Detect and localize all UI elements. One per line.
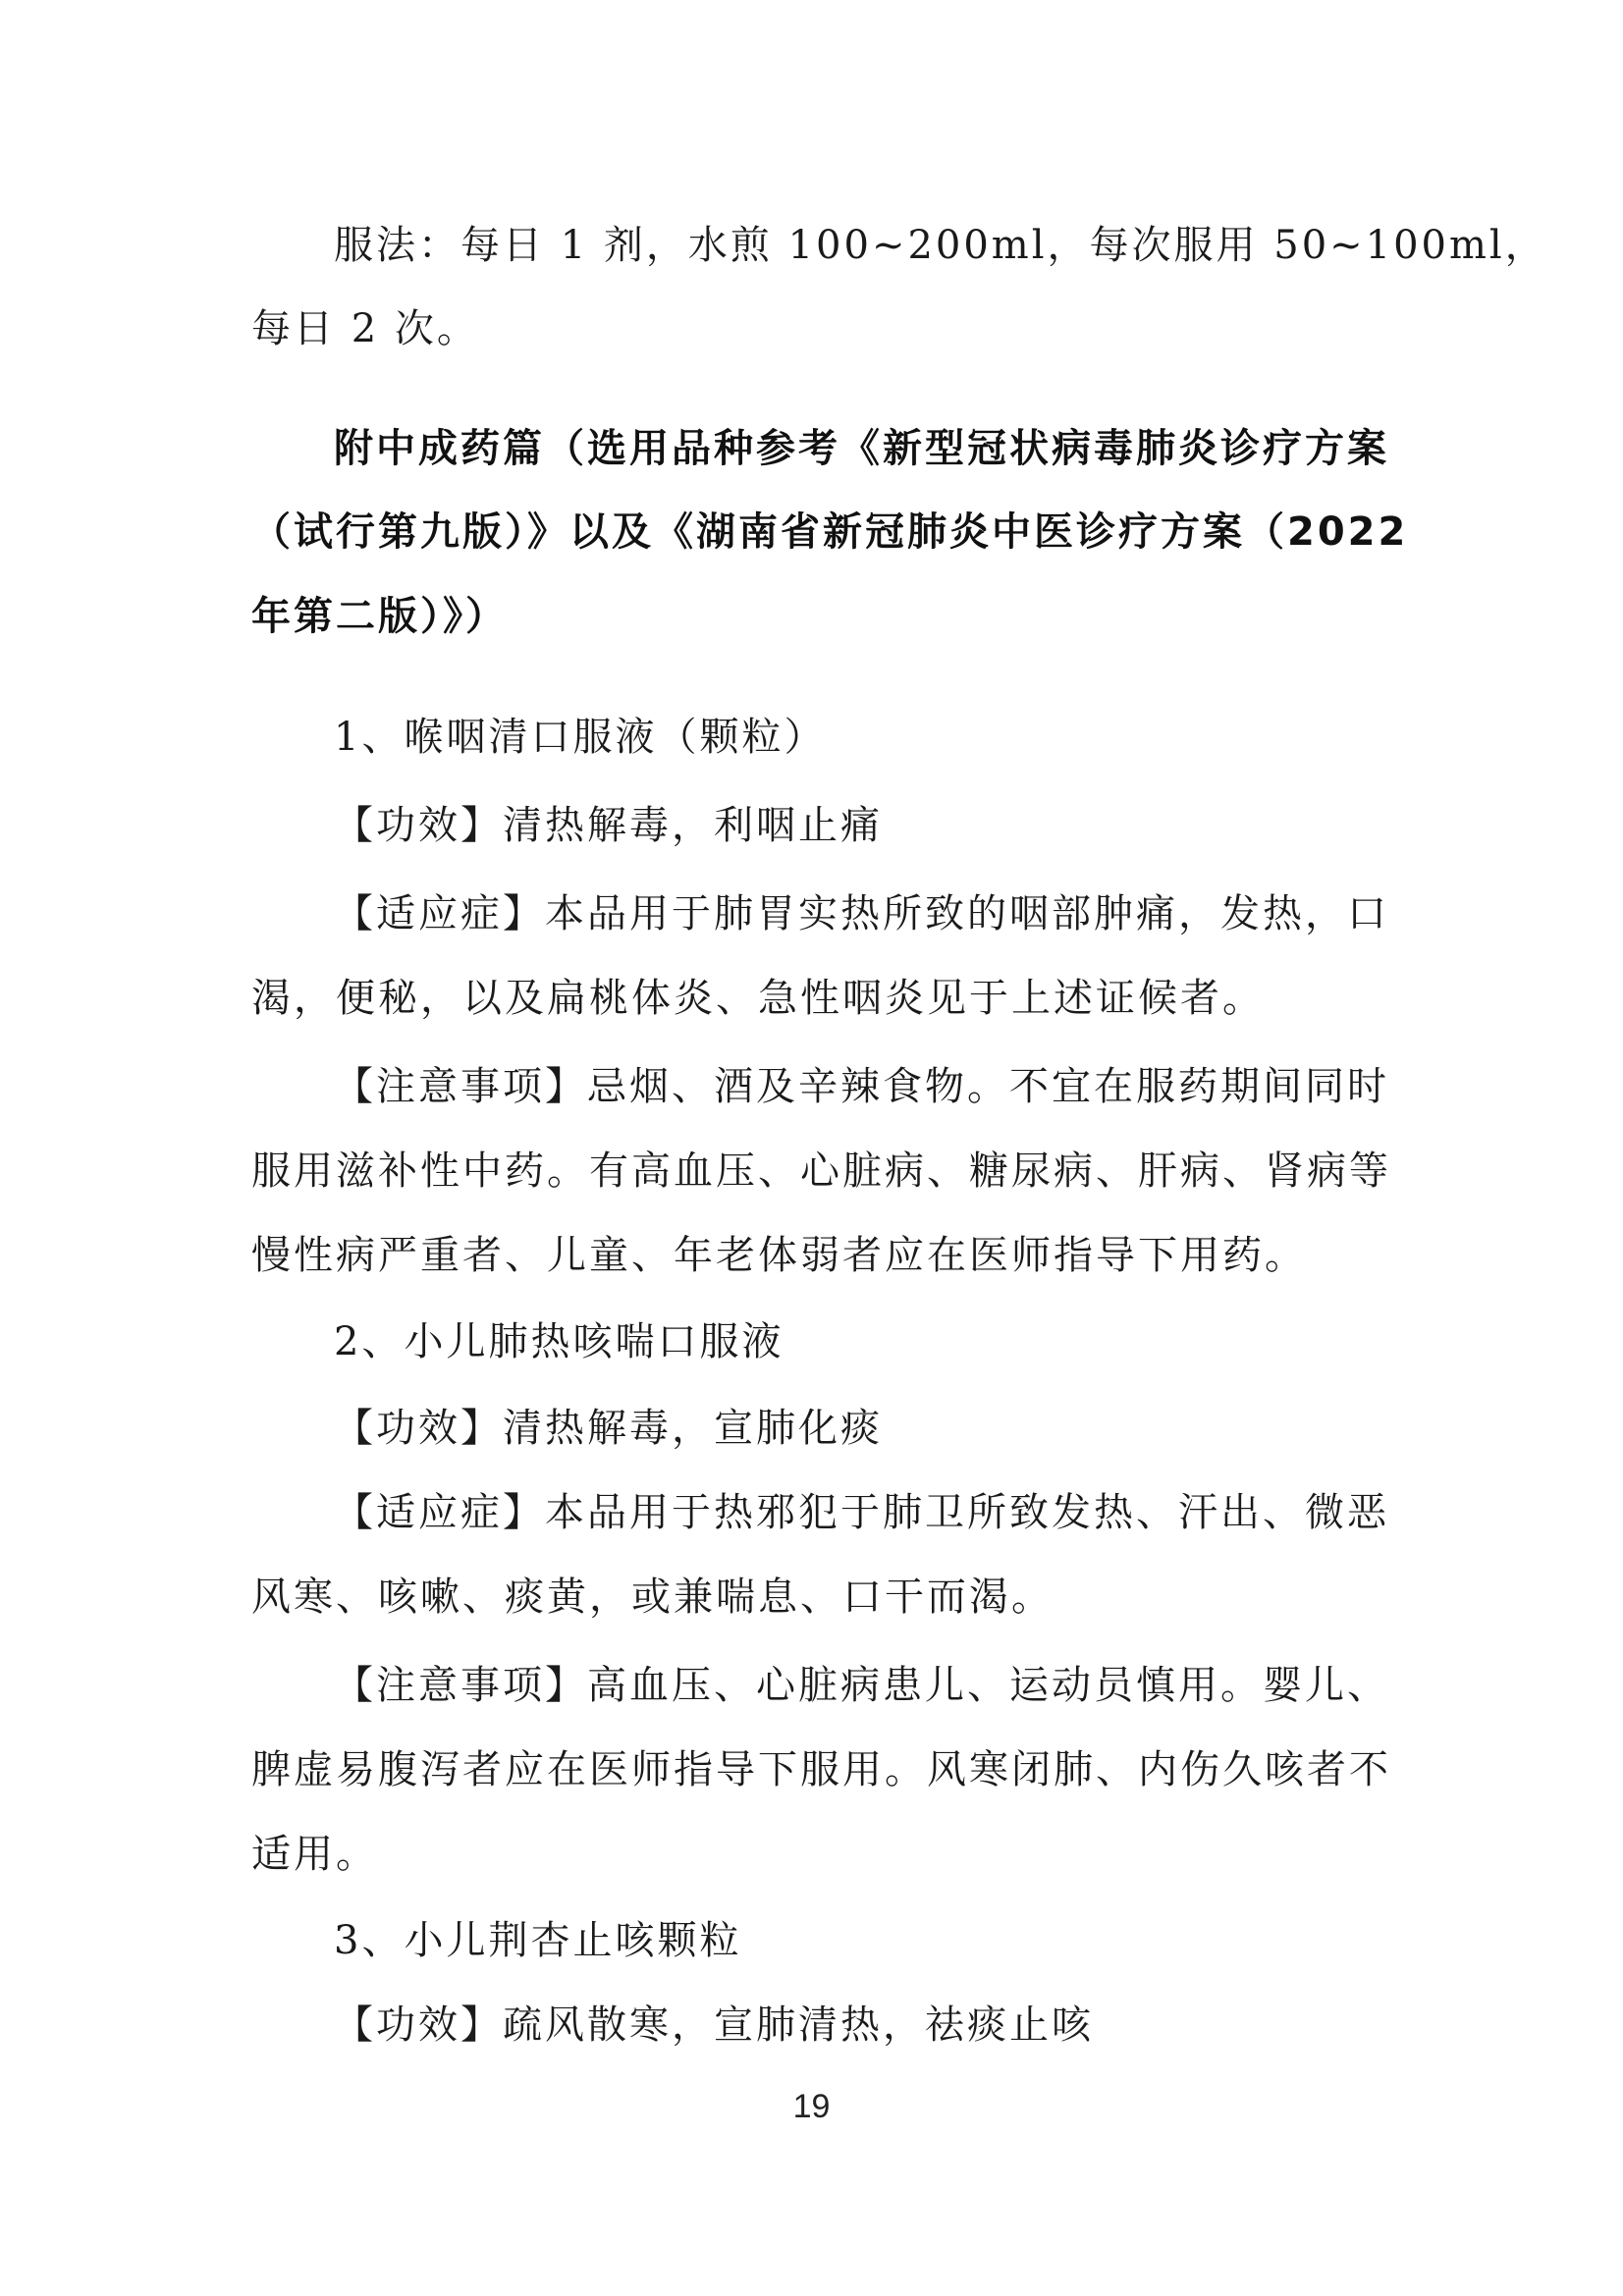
dosage-text-line-2: 每日 2 次。 <box>251 306 479 351</box>
item-3-title: 3、小儿荆杏止咳颗粒 <box>334 1918 742 1963</box>
item-1-title: 1、喉咽清口服液（颗粒） <box>334 715 827 760</box>
item-1-caution-line-3: 慢性病严重者、儿童、年老体弱者应在医师指导下用药。 <box>251 1233 1307 1278</box>
section-heading-line-3: 年第二版）》） <box>251 594 508 639</box>
item-3-efficacy: 【功效】疏风散寒，宣肺清热，祛痰止咳 <box>334 2002 1094 2048</box>
item-1-caution-line-1: 【注意事项】忌烟、酒及辛辣食物。不宜在服药期间同时 <box>334 1064 1389 1109</box>
item-1-indication-line-1: 【适应症】本品用于肺胃实热所致的咽部肿痛，发热，口 <box>334 891 1389 936</box>
item-2-indication-line-2: 风寒、咳嗽、痰黄，或兼喘息、口干而渴。 <box>251 1575 1054 1620</box>
item-2-caution-line-2: 脾虚易腹泻者应在医师指导下服用。风寒闭肺、内伤久咳者不 <box>251 1747 1391 1792</box>
item-1-efficacy: 【功效】清热解毒，利咽止痛 <box>334 803 883 848</box>
item-2-caution-line-3: 适用。 <box>251 1832 378 1877</box>
item-2-indication-line-1: 【适应症】本品用于热邪犯于肺卫所致发热、汗出、微恶 <box>334 1490 1389 1535</box>
dosage-text-line-1: 服法：每日 1 剂，水煎 100~200ml，每次服用 50~100ml， <box>334 223 1547 268</box>
section-heading-line-1: 附中成药篇（选用品种参考《新型冠状病毒肺炎诊疗方案 <box>334 426 1389 471</box>
item-2-title: 2、小儿肺热咳喘口服液 <box>334 1319 784 1364</box>
section-heading-line-2: （试行第九版）》以及《湖南省新冠肺炎中医诊疗方案（2022 <box>251 509 1409 555</box>
item-2-efficacy: 【功效】清热解毒，宣肺化痰 <box>334 1406 883 1451</box>
item-2-caution-line-1: 【注意事项】高血压、心脏病患儿、运动员慎用。婴儿、 <box>334 1663 1389 1708</box>
item-1-indication-line-2: 渴，便秘，以及扁桃体炎、急性咽炎见于上述证候者。 <box>251 976 1265 1021</box>
item-1-caution-line-2: 服用滋补性中药。有高血压、心脏病、糖尿病、肝病、肾病等 <box>251 1148 1391 1194</box>
page-number: 19 <box>792 2088 831 2125</box>
